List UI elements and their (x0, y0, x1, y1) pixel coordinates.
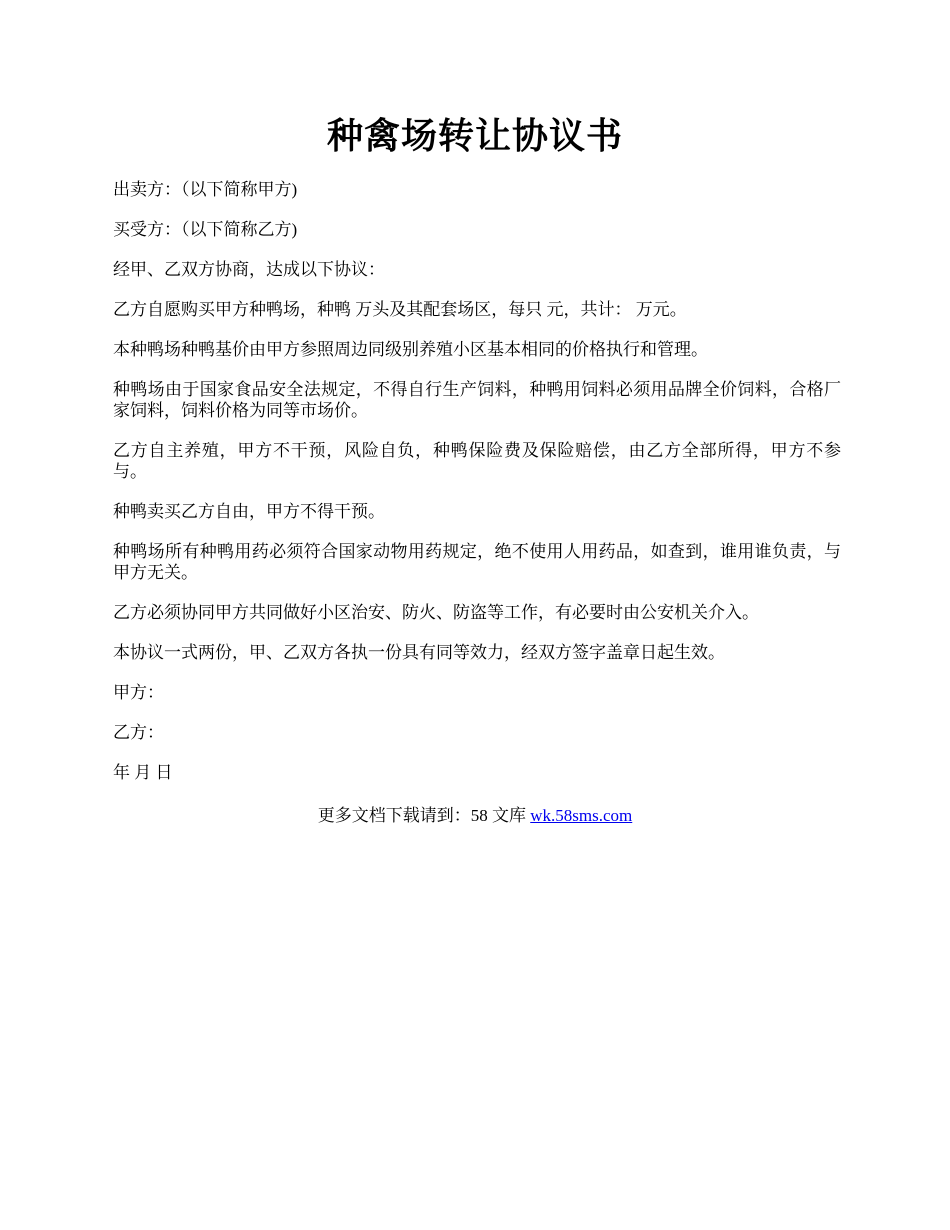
clause-security: 乙方必须协同甲方共同做好小区治安、防火、防盗等工作，有必要时由公安机关介入。 (113, 603, 759, 622)
seller-line: 出卖方：（以下简称甲方) (113, 180, 298, 199)
agreement-intro: 经甲、乙双方协商，达成以下协议： (113, 260, 385, 279)
clause-medication: 种鸭场所有种鸭用药必须符合国家动物用药规定，绝不使用人用药品，如查到，谁用谁负责，与甲方无关。 (113, 542, 841, 582)
document-title: 种禽场转让协议书 (326, 116, 623, 156)
clause-self-breeding: 乙方自主养殖，甲方不干预，风险自负，种鸭保险费及保险赔偿，由乙方全部所得，甲方不参与。 (113, 441, 841, 481)
footer-text: 更多文档下载请到：58 文库 (317, 806, 531, 825)
date-line: 年 月 日 (113, 763, 173, 782)
buyer-line: 买受方：（以下简称乙方) (113, 220, 298, 239)
clause-validity: 本协议一式两份，甲、乙双方各执一份具有同等效力，经双方签字盖章日起生效。 (113, 643, 725, 662)
clause-trading: 种鸭卖买乙方自由，甲方不得干预。 (113, 502, 385, 521)
clause-feed: 种鸭场由于国家食品安全法规定，不得自行生产饲料，种鸭用饲料必须用品牌全价饲料，合格厂家饲料，饲料价格为同等市场价。 (113, 380, 841, 420)
footer-link[interactable]: wk.58sms.com (530, 806, 633, 825)
party-a-signature: 甲方： (113, 683, 164, 702)
clause-purchase: 乙方自愿购买甲方种鸭场，种鸭 万头及其配套场区，每只 元，共计： 万元。 (113, 300, 687, 319)
document-body (113, 179, 841, 802)
clause-base-price: 本种鸭场种鸭基价由甲方参照周边同级别养殖小区基本相同的价格执行和管理。 (113, 340, 708, 359)
party-b-signature: 乙方： (113, 723, 164, 742)
footer-download-note (0, 804, 950, 828)
